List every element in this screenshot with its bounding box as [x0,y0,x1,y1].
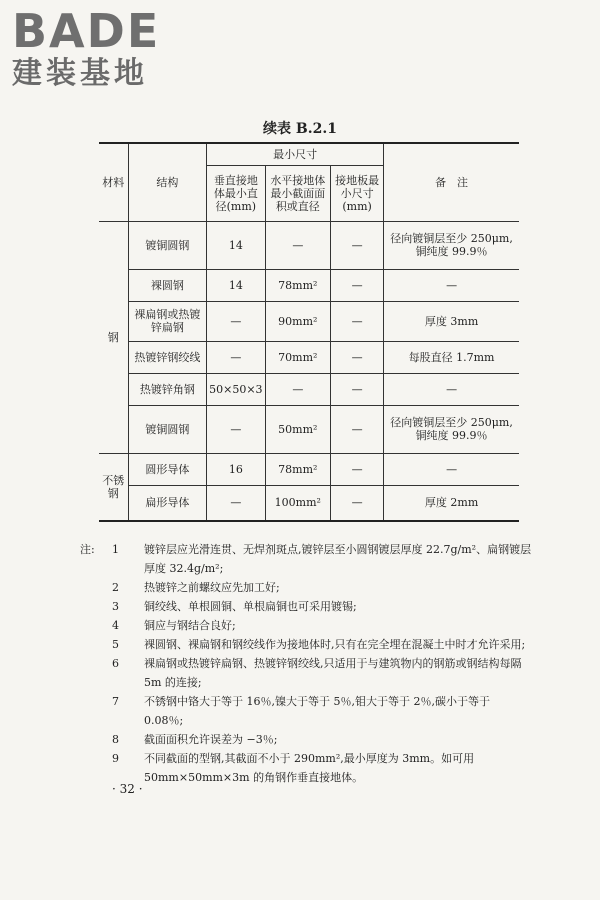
structure-cell: 裸扁钢或热镀锌扁钢 [128,301,207,341]
table-notes [80,540,532,787]
plate-cell: — [331,341,384,373]
table-title: 续表 B.2.1 [263,121,337,137]
material-cell: 不锈钢 [99,453,128,521]
plate-cell: — [331,221,384,269]
note-item [112,654,532,692]
note-text: 不锈钢中铬大于等于 16％,镍大于等于 5％,钼大于等于 2％,碳小于等于 0.08％; [144,695,490,727]
note-number: 1 [112,543,119,556]
vertical-cell: — [207,301,265,341]
horizontal-cell: 78mm² [265,269,331,301]
bade-logo [12,6,160,92]
note-item [112,635,532,654]
horizontal-cell: 100mm² [265,485,331,521]
spec-table [99,142,519,522]
header-min-size: 最小尺寸 [207,143,384,165]
note-text: 不同截面的型钢,其截面不小于 290mm²,最小厚度为 3mm。如可用 50mm×50mm×3m 的角钢作垂直接地体。 [144,752,475,784]
header-structure: 结构 [128,143,207,221]
structure-cell: 裸圆钢 [128,269,207,301]
table-row [99,485,519,521]
horizontal-cell: 90mm² [265,301,331,341]
note-item [112,730,532,749]
structure-cell: 扁形导体 [128,485,207,521]
vertical-cell: — [207,485,265,521]
remarks-cell: 径向镀铜层至少 250μm,铜纯度 99.9％ [384,405,519,453]
header-material: 材料 [99,143,128,221]
logo-subtitle: 建装基地 [12,56,148,91]
plate-cell: — [331,453,384,485]
table-row [99,301,519,341]
remarks-cell: — [384,373,519,405]
vertical-cell: 50×50×3 [207,373,265,405]
note-number: 8 [112,733,119,746]
note-item [112,616,532,635]
note-item [80,540,532,578]
horizontal-cell: — [265,221,331,269]
material-cell: 钢 [99,221,128,453]
remarks-cell: 厚度 2mm [384,485,519,521]
note-text: 热镀锌之前螺纹应先加工好; [144,581,280,594]
note-number: 9 [112,752,119,765]
table-row [99,453,519,485]
structure-cell: 镀铜圆钢 [128,221,207,269]
vertical-cell: — [207,341,265,373]
note-number: 2 [112,581,119,594]
header-plate: 接地板最小尺寸(mm) [331,165,384,221]
vertical-cell: 16 [207,453,265,485]
vertical-cell: 14 [207,269,265,301]
horizontal-cell: 50mm² [265,405,331,453]
page-number: · 32 · [112,782,143,796]
plate-cell: — [331,405,384,453]
remarks-cell: 厚度 3mm [384,301,519,341]
logo-wordmark: BADE [12,4,161,58]
horizontal-cell: 78mm² [265,453,331,485]
remarks-cell: 每股直径 1.7mm [384,341,519,373]
note-text: 铜绞线、单根圆铜、单根扁铜也可采用镀锡; [144,600,357,613]
vertical-cell: 14 [207,221,265,269]
note-text: 镀锌层应光滑连贯、无焊剂斑点,镀锌层至小圆钢镀层厚度 22.7g/m²、扁钢镀层厚度 32.4g/m²; [144,543,532,575]
structure-cell: 圆形导体 [128,453,207,485]
vertical-cell: — [207,405,265,453]
note-text: 裸扁钢或热镀锌扁钢、热镀锌钢绞线,只适用于与建筑物内的钢筋或钢结构每隔 5m 的连接; [144,657,522,689]
note-item [112,692,532,730]
header-vertical: 垂直接地体最小直径(mm) [207,165,265,221]
plate-cell: — [331,485,384,521]
plate-cell: — [331,301,384,341]
remarks-cell: — [384,269,519,301]
note-text: 截面面积允许误差为 −3％; [144,733,278,746]
table-row [99,269,519,301]
note-number: 6 [112,657,119,670]
plate-cell: — [331,373,384,405]
table-row [99,221,519,269]
note-number: 5 [112,638,119,651]
note-item [112,749,532,787]
structure-cell: 热镀锌角钢 [128,373,207,405]
note-number: 7 [112,695,119,708]
header-remarks: 备 注 [384,143,519,221]
note-item [112,578,532,597]
note-item [112,597,532,616]
notes-label: 注: [80,543,95,556]
table-row [99,373,519,405]
table-row [99,405,519,453]
remarks-cell: — [384,453,519,485]
structure-cell: 镀铜圆钢 [128,405,207,453]
note-number: 3 [112,600,119,613]
note-text: 裸圆钢、裸扁钢和钢绞线作为接地体时,只有在完全埋在混凝土中时才允许采用; [144,638,526,651]
structure-cell: 热镀锌钢绞线 [128,341,207,373]
plate-cell: — [331,269,384,301]
header-horizontal: 水平接地体最小截面面积或直径 [265,165,331,221]
note-text: 铜应与钢结合良好; [144,619,236,632]
remarks-cell: 径向镀铜层至少 250μm,铜纯度 99.9％ [384,221,519,269]
horizontal-cell: 70mm² [265,341,331,373]
table-row [99,341,519,373]
horizontal-cell: — [265,373,331,405]
note-number: 4 [112,619,119,632]
